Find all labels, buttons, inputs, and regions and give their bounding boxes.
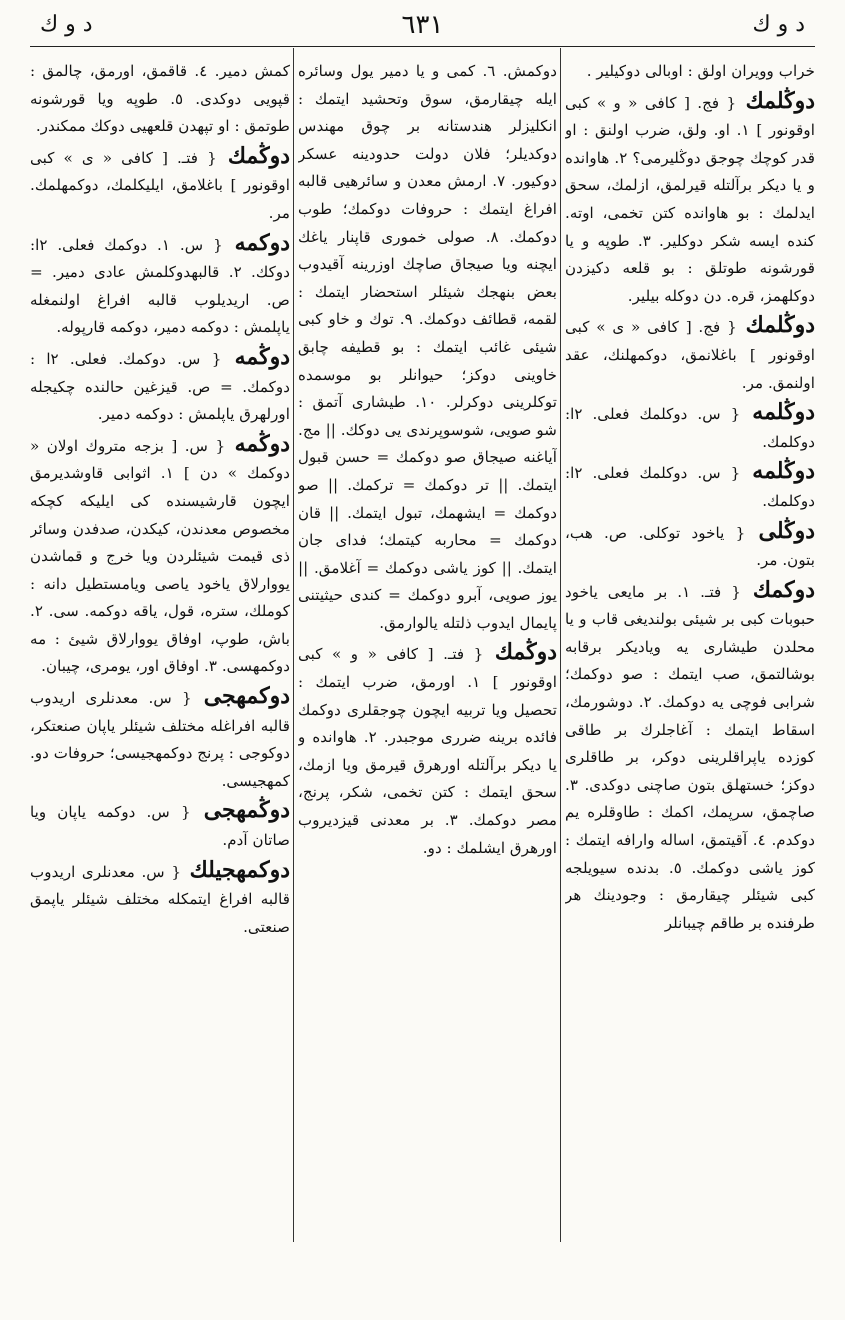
entry-headword: دوكمه bbox=[234, 229, 290, 256]
entry-definition: { فج. [ كافی « ی » كبی اوقونور ] باغلانمق، دوكمهلنك، عقد اولنمق. مر. bbox=[565, 318, 815, 392]
dictionary-entry bbox=[565, 58, 815, 86]
dictionary-entry bbox=[30, 58, 290, 141]
entry-headword: دوكمك bbox=[752, 576, 815, 603]
entry-definition: { فتـ. ١. بر مایعی یاخود حبوبات كبی بر شیئی بولندیغی قاب و یا محلدن طیشاری یه ویادیكر برقابه بوشالتمق، صب ایتمك : صو دوكمك؛ شرابی فوچی یه دوكمك. ٢. دوشورمك، اسقاط ایتمك : آغاجلرك بر طاقی كوزده یاپراقلرینی دوكر، بر طاقلری دوكز؛ خستهلق بتون صاچنی دوكدی. ٣. صاچمق، سرپمك، اكمك : طاوقلره یم دوكدم. ٤. آقیتمق، اساله وارافه ایتمك : كوز یاشی دوكمك. ٥. بدنده سیویلجه كبی شیئلر چیقارمق : وجودینك هر طرفنده بر طاقم چیبانلر bbox=[565, 582, 815, 932]
entry-headword: دوڭمه bbox=[234, 343, 290, 370]
page-number: ٦٣١ bbox=[401, 10, 444, 40]
dictionary-entry bbox=[30, 683, 290, 795]
dictionary-entry bbox=[565, 458, 815, 515]
header-guide-right: د و ك bbox=[752, 12, 805, 37]
column-right bbox=[565, 58, 815, 1240]
entry-definition: { فتـ. [ كافی « ی » كبی اوقونور ] باغلامق، ایلیكلمك، دوكمهلمك. مر. bbox=[30, 148, 290, 222]
entry-definition: خراب وویران اولق : اوبالی دوكیلیر . bbox=[586, 62, 815, 80]
dictionary-entry bbox=[30, 143, 290, 228]
dictionary-entry bbox=[298, 58, 557, 637]
entry-definition: كمش دمیر. ٤. قاقمق، اورمق، چالمق : قپویی دوكدی. ٥. طوپه ویا قورشونه طوتمق : او تپهدن قلعهیی دوكك ممكندر. bbox=[30, 62, 290, 136]
dictionary-entry bbox=[565, 518, 815, 575]
entry-headword: دوڭمهجی bbox=[203, 797, 290, 824]
entry-headword: دوڭمك bbox=[227, 142, 290, 169]
entry-definition: { س. دوكمه یاپان ویا صاتان آدم. bbox=[30, 803, 290, 850]
page-header bbox=[30, 8, 815, 46]
entry-definition: { س. [ بزجه متروك اولان « دوكمك » دن ] ١. اثوابی قاوشدیرمق ایچون قارشیسنده كی ایلیكه كچكه مخصوص معدندن، كیكدن، صدفدن وسائر ذی قیمت شیئلردن ویا خرج و قماشدن یووارلاق یاخود یاصی ویامستطیل دانه : كوملك، ستره، قول، یاقه دوكمه. سی. ٢. باش، طوپ، اوفاق یووارلاق شیئ : مه دوكمهسی. ٣. اوفاق اور، یومری، چیبان. bbox=[30, 436, 290, 676]
dictionary-entry bbox=[565, 88, 815, 311]
dictionary-entry bbox=[30, 344, 290, 429]
column-divider-right bbox=[560, 48, 561, 1242]
entry-definition: { س. دوكلمك فعلی. ٢ا: دوكلمك. bbox=[565, 405, 815, 451]
dictionary-entry bbox=[30, 431, 290, 681]
dictionary-entry bbox=[30, 230, 290, 342]
dictionary-entry bbox=[30, 797, 290, 854]
dictionary-entry bbox=[565, 399, 815, 456]
entry-definition: { فتـ. [ كافی « و » كبی اوقونور ] ١. اورمق، ضرب ایتمك : تحصیل ویا تربیه ایچون چوجقلری دوكمك فائده برینه ضرری موجبدر. ٢. هاوانده و یا دیكر برآلتله اورهرق قیرمق ویا ازمك، سحق ایتمك : كتن تخمی، شكر، پرنج، مصر دوكمك. ٣. بر معدنی قیزدیروب اورهرق ایشلمك : دو. bbox=[298, 645, 557, 857]
entry-headword: دوڭمك bbox=[494, 639, 557, 666]
entry-headword: دوڭلمه bbox=[752, 458, 815, 485]
entry-headword: دوكمهجیلك bbox=[189, 856, 290, 883]
entry-definition: دوكمش. ٦. كمی و یا دمیر یول وسائره ایله چیقارمق، سوق وتحشید ایتمك : انكلیزلر هندستانه بر چوق مهندس دوكدیلر؛ فلان دولت حدودینه عسكر دوكیور. ٧. ارمش معدن و سائرهیی قالبه افراغ ایتمك : حروفات دوكمك؛ طوب دوكمك. ٨. صولی خموری قاپنار یاغك ایچنه ویا صیجاق صاچك اوزرینه آقیدوب بعض بنهجك شیئلر استحضار ایتمك : لقمه، قطائف دوكمك. ٩. توك و خاو كبی شیئی غائب ایتمك : بو قطیفه چابق خاوینی دوكز؛ حیوانلر بو موسمده توكلرینی دوكرلر. ١٠. طیشاری آتمق : شو صویی، شوسوپرندی یی دوكك. || مج. آیاغنه صیجاق صو دوكمك = حسن قبول ایتمك. || تر دوكمك = تركمك. || صو دوكمك = ایشهمك، تبول ایتمك. || قان دوكمك = محاربه كیتمك؛ فدای جان ایتمك. || كوز یاشی دوكمك = آغلامق. || یوز صویی، آبرو دوكمك = كندی حیثیتنی پایمال ایدوب ذلتله یالوارمق. bbox=[298, 62, 557, 632]
dictionary-entry bbox=[298, 639, 557, 862]
column-left bbox=[30, 58, 290, 1240]
entry-definition: { فج. [ كافی « و » كبی اوقونور ] ١. او. ولق، ضرب اولنق : او قدر كوچك چوجق دوڭلیرمی؟ ٢. هاوانده و یا دیكر برآلتله قیرلمق، ازلمك، سحق ایدلمك : بو هاوانده كتن تخمی، اوته. كنده ایسه شكر دوكلیر. ٣. طوپه و یا قورشونه طوتلق : بو قلعه دكیزدن دوكلهمز، قره. دن دوكله بیلیر. bbox=[565, 93, 815, 305]
dictionary-entry bbox=[565, 312, 815, 397]
entry-definition: { س. دوكلمك فعلی. ٢ا: دوكلمك. bbox=[565, 464, 815, 510]
entry-definition: { س. معدنلری اریدوب قالبه افراغ ایتمكله مختلف شیئلر یاپمق صنعتی. bbox=[30, 862, 290, 936]
entry-definition: { یاخود توكلی. ص. هب، بتون. مر. bbox=[565, 523, 815, 570]
entry-headword: دوڭمه bbox=[234, 430, 290, 457]
entry-headword: دوڭلمك bbox=[745, 87, 815, 114]
entry-headword: دوڭلی bbox=[758, 517, 815, 544]
dictionary-entry bbox=[30, 857, 290, 942]
entry-definition: { س. معدنلری اریدوب قالبه افراغله مختلف شیئلر یاپان صنعتكر، دوكوجی : پرنج دوكمهجیسی؛ حروفات دو. كمهجیسی. bbox=[30, 689, 290, 790]
column-middle bbox=[298, 58, 557, 1240]
entry-definition: { س. دوكمك. فعلی. ٢ا : دوكمك. = ص. قیزغین حالنده چكیجله اورلهرق یاپلمش : دوكمه دمیر. bbox=[30, 349, 290, 424]
dictionary-entry bbox=[565, 577, 815, 938]
entry-headword: دوكمهجی bbox=[203, 683, 290, 710]
header-rule bbox=[30, 46, 815, 47]
entry-definition: { س. ١. دوكمك فعلی. ٢ا: دوكك. ٢. قالبهدوكلمش عادی دمیر. = ص. اریدیلوب قالبه افراغ اولنمغله یاپلمش : دوكمه دمیر، دوكمه قارپوله. bbox=[30, 235, 290, 337]
column-divider-left bbox=[293, 48, 294, 1242]
entry-headword: دوڭلمه bbox=[752, 399, 815, 426]
entry-headword: دوڭلمك bbox=[745, 312, 815, 339]
header-guide-left: د و ك bbox=[40, 12, 93, 37]
